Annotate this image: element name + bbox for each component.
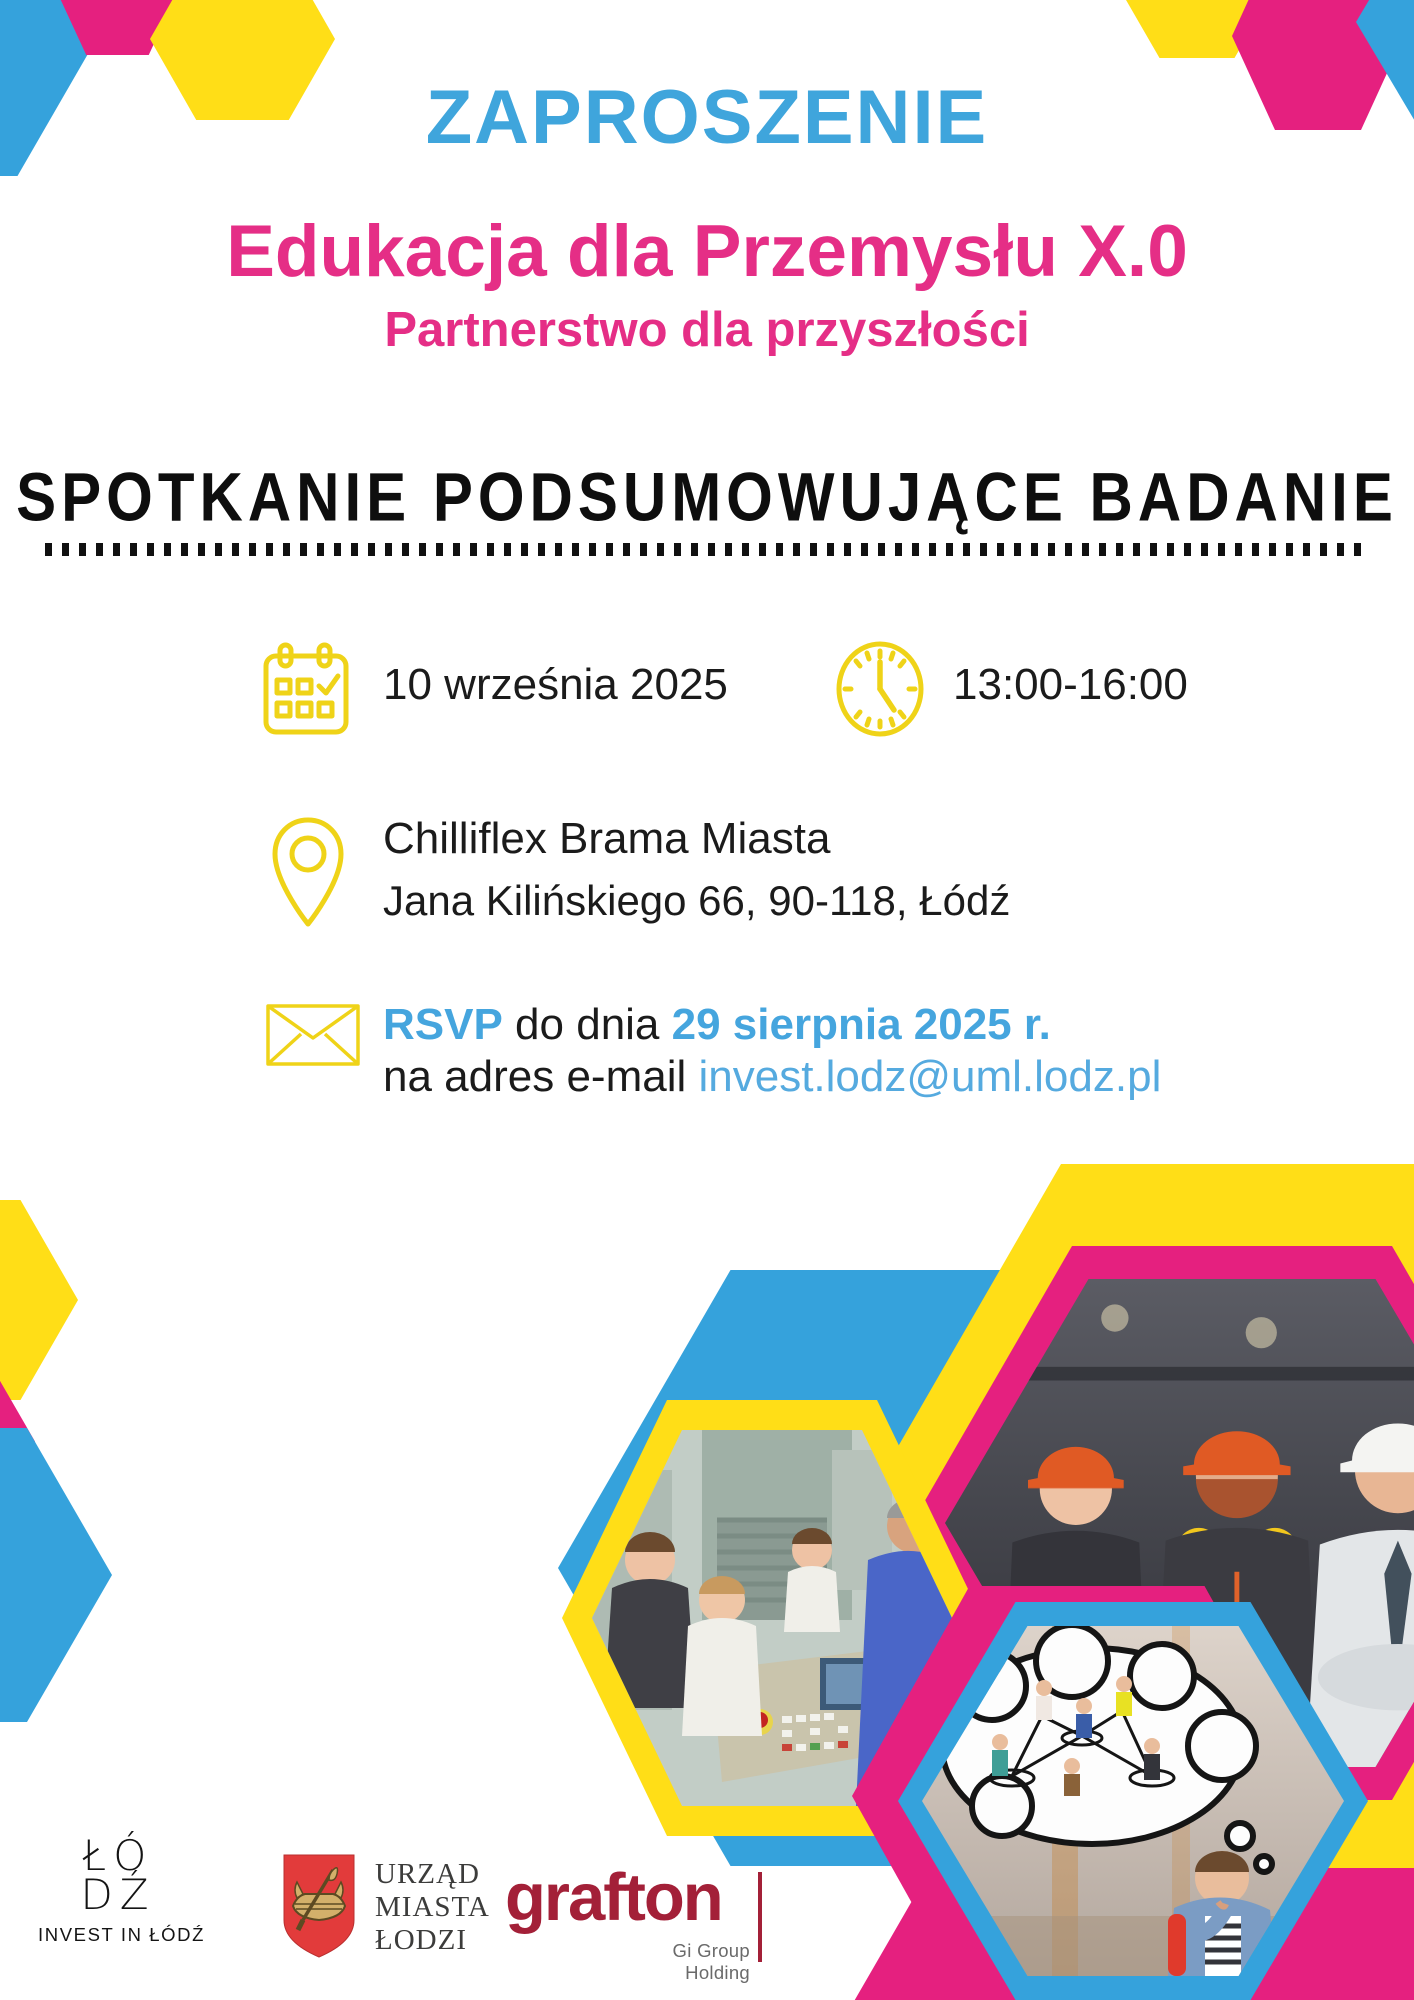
event-date: 10 września 2025 (383, 660, 728, 709)
rsvp-middle-text: do dnia (502, 1000, 672, 1049)
thought-photo (922, 1626, 1344, 1976)
rsvp-line1 (383, 1000, 1051, 1050)
grafton-vertical-bar (758, 1872, 762, 1962)
lodz-city-mark: ŁÓ DŹ (80, 1831, 156, 1920)
rsvp-line2 (383, 1052, 1161, 1102)
hexagon-decoration-left-yellow (0, 1200, 78, 1400)
location-pin-icon (270, 816, 346, 935)
lodz-coat-of-arms-icon (283, 1854, 355, 1958)
calendar-icon (262, 642, 350, 743)
clock-icon (834, 640, 926, 743)
urzad-miasta-lodzi-text: URZĄD MIASTA ŁODZI (375, 1858, 490, 1956)
section-heading: SPOTKANIE PODSUMOWUJĄCE BADANIE (16, 459, 1398, 536)
poster-title: ZAPROSZENIE (425, 75, 989, 160)
rsvp-label: RSVP (383, 1000, 503, 1049)
event-title: Edukacja dla Przemysłu X.0 (226, 211, 1188, 292)
venue-address: Jana Kilińskiego 66, 90-118, Łódź (383, 877, 1011, 924)
event-time: 13:00-16:00 (953, 660, 1188, 709)
rsvp-deadline: 29 sierpnia 2025 r. (671, 1000, 1051, 1049)
hexagon-decoration-left-blue (0, 1428, 112, 1722)
grafton-wordmark: grafton (505, 1860, 722, 1935)
event-subtitle: Partnerstwo dla przyszłości (384, 303, 1030, 357)
invest-in-lodz-logo (38, 1831, 206, 1946)
urzad-miasta-lodzi-logo (283, 1854, 490, 1958)
rsvp-email-link[interactable]: invest.lodz@uml.lodz.pl (698, 1052, 1162, 1101)
dotted-divider (45, 543, 1370, 556)
grafton-tagline: Gi Group Holding (672, 1940, 750, 1983)
envelope-icon (266, 1004, 360, 1071)
invest-in-lodz-caption: INVEST IN ŁÓDŹ (38, 1924, 206, 1946)
rsvp-line2-prefix: na adres e-mail (383, 1052, 699, 1101)
grafton-logo (505, 1860, 785, 1983)
venue-name: Chilliflex Brama Miasta (383, 814, 831, 863)
